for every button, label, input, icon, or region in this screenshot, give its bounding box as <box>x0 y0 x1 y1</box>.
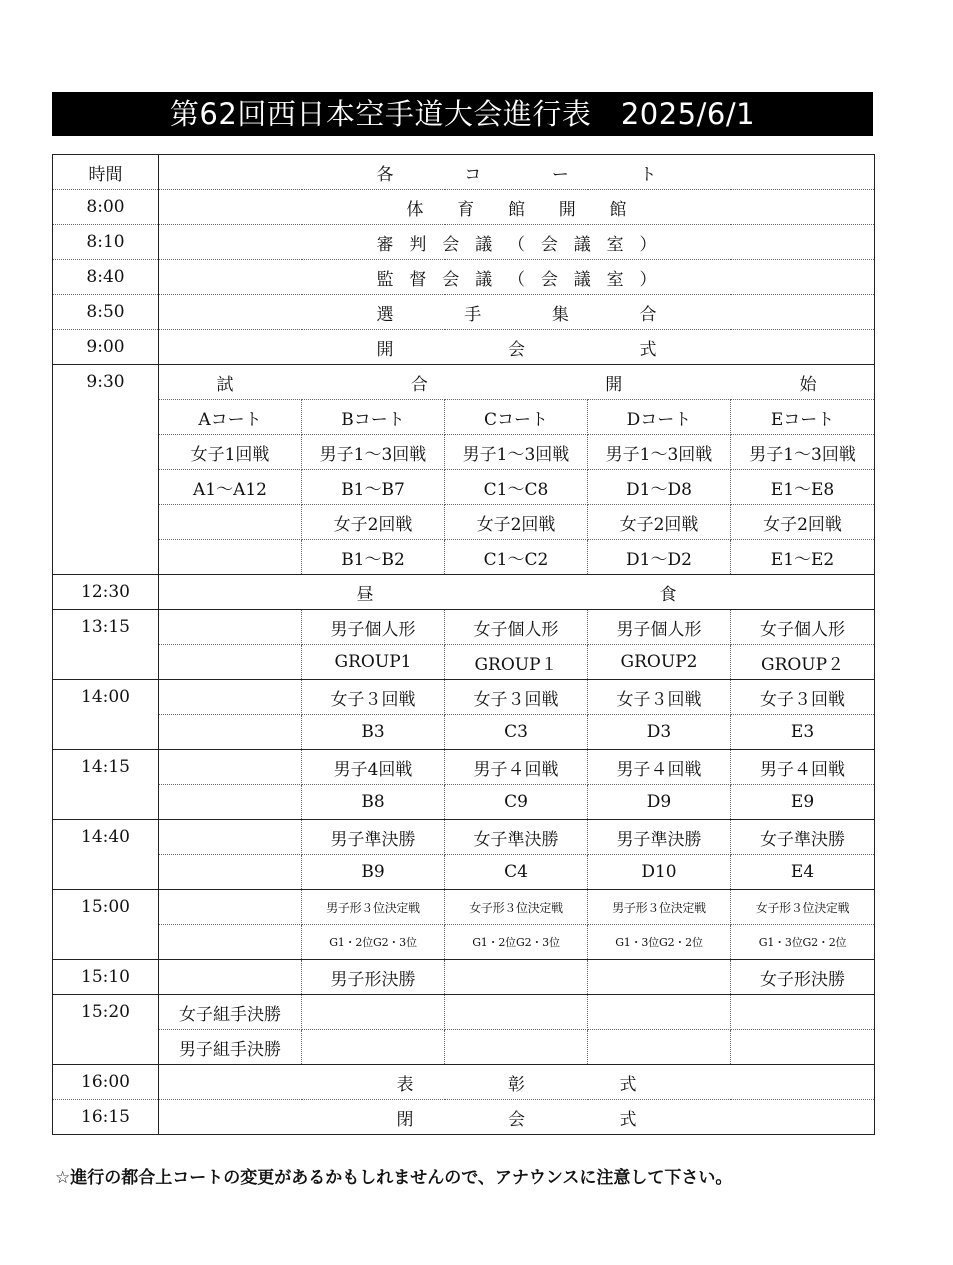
event-cell: 女子３回戦 <box>588 680 731 715</box>
schedule-row <box>53 190 875 225</box>
event-cell: 女子形３位決定戦 <box>731 890 875 925</box>
match-range-cell: B8 <box>302 785 445 820</box>
event-cell-char: （ <box>508 269 526 290</box>
court-cell: 女子2回戦 <box>588 505 731 540</box>
court-row <box>53 400 875 435</box>
event-cell: 女子３回戦 <box>445 680 588 715</box>
event-cell <box>159 295 875 330</box>
kumite-final-row <box>53 995 875 1030</box>
match-range-cell <box>159 715 302 750</box>
event-cell-char: ） <box>639 234 657 255</box>
block-subrow <box>53 785 875 820</box>
event-cell <box>159 330 875 365</box>
match-range-cell: B3 <box>302 715 445 750</box>
empty-cell <box>445 995 588 1030</box>
event-cell: 女子組手決勝 <box>159 995 302 1030</box>
time-header: 時間 <box>53 155 159 190</box>
event-cell-char: 会 <box>508 339 526 360</box>
time-cell: 14:15 <box>53 750 159 820</box>
event-cell-char: 合 <box>639 304 657 325</box>
court-cell: D1～D2 <box>588 540 731 575</box>
match-range-cell <box>159 855 302 890</box>
event-cell-char: ） <box>639 269 657 290</box>
event-cell <box>445 960 588 995</box>
match-range-cell: G1・2位G2・3位 <box>302 925 445 960</box>
event-cell-char: 議 <box>573 234 591 255</box>
time-cell: 9:30 <box>53 365 159 575</box>
match-range-cell: G1・3位G2・2位 <box>588 925 731 960</box>
match-range-cell: C9 <box>445 785 588 820</box>
event-cell-char: 会 <box>540 269 558 290</box>
event-cell: 男子準決勝 <box>588 820 731 855</box>
block-row <box>53 610 875 645</box>
match-range-cell <box>159 645 302 680</box>
empty-cell <box>588 995 731 1030</box>
court-cell: C1～C2 <box>445 540 588 575</box>
event-cell: 男子４回戦 <box>445 750 588 785</box>
court-cell: 女子2回戦 <box>302 505 445 540</box>
time-cell: 15:20 <box>53 995 159 1065</box>
closing-cell-char: 式 <box>619 1109 637 1130</box>
court-cell: 女子2回戦 <box>445 505 588 540</box>
empty-cell <box>302 1030 445 1065</box>
event-cell-char: （ <box>508 234 526 255</box>
closing-row <box>53 1100 875 1135</box>
closing-cell-char: 閉 <box>396 1109 414 1130</box>
event-cell: 男子４回戦 <box>588 750 731 785</box>
match-range-cell <box>159 925 302 960</box>
time-cell: 8:00 <box>53 190 159 225</box>
match-range-cell: E3 <box>731 715 875 750</box>
event-cell-char: 議 <box>475 269 493 290</box>
match-range-cell <box>159 785 302 820</box>
schedule-table <box>52 154 875 1135</box>
time-cell: 13:15 <box>53 610 159 680</box>
court-label: Aコート <box>159 400 302 435</box>
court-cell: 男子1～3回戦 <box>731 435 875 470</box>
match-range-cell: GROUP1 <box>302 645 445 680</box>
event-cell: 男子形決勝 <box>302 960 445 995</box>
empty-cell <box>731 995 875 1030</box>
event-cell <box>159 190 875 225</box>
event-cell: 女子準決勝 <box>445 820 588 855</box>
match-start-cell-char: 始 <box>799 374 817 395</box>
court-cell <box>159 540 302 575</box>
empty-cell <box>302 995 445 1030</box>
event-cell: 男子形３位決定戦 <box>588 890 731 925</box>
block-row <box>53 890 875 925</box>
court-cell: E1～E2 <box>731 540 875 575</box>
schedule-row <box>53 225 875 260</box>
match-start-cell-char: 試 <box>216 374 234 395</box>
event-cell-char: 体 <box>406 199 424 220</box>
lunch-row <box>53 575 875 610</box>
block-subrow <box>53 925 875 960</box>
schedule-row <box>53 260 875 295</box>
block-row <box>53 750 875 785</box>
block-subrow <box>53 645 875 680</box>
match-range-cell: C3 <box>445 715 588 750</box>
court-cell: 男子1～3回戦 <box>445 435 588 470</box>
event-cell <box>159 820 302 855</box>
courts-header-char: 各 <box>376 164 394 185</box>
match-range-cell: D10 <box>588 855 731 890</box>
header-row <box>53 155 875 190</box>
time-cell: 12:30 <box>53 575 159 610</box>
event-cell: 男子個人形 <box>588 610 731 645</box>
court-cell: 男子1～3回戦 <box>302 435 445 470</box>
court-row <box>53 470 875 505</box>
block-row <box>53 680 875 715</box>
event-cell-char: 監 <box>376 269 394 290</box>
awards-row <box>53 1065 875 1100</box>
event-cell: 男子4回戦 <box>302 750 445 785</box>
event-cell-char: 手 <box>464 304 482 325</box>
event-cell: 女子形３位決定戦 <box>445 890 588 925</box>
time-cell: 16:15 <box>53 1100 159 1135</box>
event-cell: 女子準決勝 <box>731 820 875 855</box>
courts-header-char: コ <box>464 164 482 185</box>
match-range-cell: G1・2位G2・3位 <box>445 925 588 960</box>
court-cell: 男子1～3回戦 <box>588 435 731 470</box>
event-cell-char: 集 <box>551 304 569 325</box>
event-cell: 女子形決勝 <box>731 960 875 995</box>
event-cell <box>159 260 875 295</box>
lunch-cell-char: 食 <box>659 584 677 605</box>
event-cell: 女子個人形 <box>445 610 588 645</box>
awards-cell-char: 式 <box>619 1074 637 1095</box>
event-cell <box>159 225 875 260</box>
time-cell: 8:10 <box>53 225 159 260</box>
closing-cell-char: 会 <box>508 1109 526 1130</box>
awards-cell-char: 彰 <box>508 1074 526 1095</box>
event-cell <box>588 960 731 995</box>
time-cell: 9:00 <box>53 330 159 365</box>
awards-cell-char: 表 <box>396 1074 414 1095</box>
event-cell: 男子４回戦 <box>731 750 875 785</box>
event-cell-char: 会 <box>540 234 558 255</box>
court-cell: E1～E8 <box>731 470 875 505</box>
match-range-cell: GROUP１ <box>445 645 588 680</box>
time-cell: 8:40 <box>53 260 159 295</box>
time-cell: 14:40 <box>53 820 159 890</box>
court-label: Dコート <box>588 400 731 435</box>
event-cell-char: 会 <box>442 269 460 290</box>
court-cell: 女子1回戦 <box>159 435 302 470</box>
event-cell: 男子組手決勝 <box>159 1030 302 1065</box>
event-cell-char: 審 <box>376 234 394 255</box>
match-range-cell: E4 <box>731 855 875 890</box>
match-range-cell: E9 <box>731 785 875 820</box>
kata-final-row <box>53 960 875 995</box>
court-cell: B1～B7 <box>302 470 445 505</box>
match-start-cell <box>159 365 875 400</box>
schedule-row <box>53 330 875 365</box>
event-cell: 男子個人形 <box>302 610 445 645</box>
time-cell: 8:50 <box>53 295 159 330</box>
match-start-cell-char: 開 <box>605 374 623 395</box>
lunch-cell-char: 昼 <box>356 584 374 605</box>
event-cell <box>159 610 302 645</box>
event-cell: 男子形３位決定戦 <box>302 890 445 925</box>
match-range-cell: G1・3位G2・2位 <box>731 925 875 960</box>
event-cell: 女子個人形 <box>731 610 875 645</box>
time-cell: 15:10 <box>53 960 159 995</box>
court-row <box>53 435 875 470</box>
court-cell: D1～D8 <box>588 470 731 505</box>
awards-cell <box>159 1065 875 1100</box>
event-cell: 女子３回戦 <box>731 680 875 715</box>
event-cell: 男子準決勝 <box>302 820 445 855</box>
event-cell-char: 議 <box>573 269 591 290</box>
match-start-cell-char: 合 <box>410 374 428 395</box>
event-cell: 女子３回戦 <box>302 680 445 715</box>
event-cell-char: 議 <box>475 234 493 255</box>
court-cell: 女子2回戦 <box>731 505 875 540</box>
event-cell-char: 室 <box>606 234 624 255</box>
court-cell: C1～C8 <box>445 470 588 505</box>
match-start-row <box>53 365 875 400</box>
event-cell-char: 館 <box>508 199 526 220</box>
match-range-cell: B9 <box>302 855 445 890</box>
court-cell <box>159 505 302 540</box>
time-cell: 15:00 <box>53 890 159 960</box>
match-range-cell: C4 <box>445 855 588 890</box>
schedule-row <box>53 295 875 330</box>
event-cell-char: 開 <box>558 199 576 220</box>
event-cell-char: 開 <box>376 339 394 360</box>
court-row <box>53 540 875 575</box>
match-range-cell: GROUP２ <box>731 645 875 680</box>
event-cell-char: 館 <box>609 199 627 220</box>
event-cell-char: 選 <box>376 304 394 325</box>
block-subrow <box>53 855 875 890</box>
courts-header-char: ー <box>551 164 569 185</box>
match-range-cell: GROUP2 <box>588 645 731 680</box>
block-subrow <box>53 715 875 750</box>
event-cell <box>159 890 302 925</box>
empty-cell <box>445 1030 588 1065</box>
match-range-cell: D3 <box>588 715 731 750</box>
lunch-cell <box>159 575 875 610</box>
court-row <box>53 505 875 540</box>
kumite-final-row <box>53 1030 875 1065</box>
empty-cell <box>731 1030 875 1065</box>
notice-text: ☆進行の都合上コートの変更があるかもしれませんので、アナウンスに注意して下さい。 <box>55 1168 733 1188</box>
event-cell-char: 式 <box>639 339 657 360</box>
event-cell-char: 判 <box>409 234 427 255</box>
time-cell: 16:00 <box>53 1065 159 1100</box>
empty-cell <box>588 1030 731 1065</box>
event-cell-char: 会 <box>442 234 460 255</box>
event-cell <box>159 960 302 995</box>
match-range-cell: D9 <box>588 785 731 820</box>
closing-cell <box>159 1100 875 1135</box>
event-cell <box>159 680 302 715</box>
courts-header-char: ト <box>639 164 657 185</box>
event-cell <box>159 750 302 785</box>
court-label: Cコート <box>445 400 588 435</box>
block-row <box>53 820 875 855</box>
event-cell-char: 育 <box>457 199 475 220</box>
courts-header <box>159 155 875 190</box>
court-label: Eコート <box>731 400 875 435</box>
court-cell: A1～A12 <box>159 470 302 505</box>
event-cell-char: 督 <box>409 269 427 290</box>
time-cell: 14:00 <box>53 680 159 750</box>
court-cell: B1～B2 <box>302 540 445 575</box>
page-title: 第62回西日本空手道大会進行表 2025/6/1 <box>52 92 873 136</box>
court-label: Bコート <box>302 400 445 435</box>
event-cell-char: 室 <box>606 269 624 290</box>
